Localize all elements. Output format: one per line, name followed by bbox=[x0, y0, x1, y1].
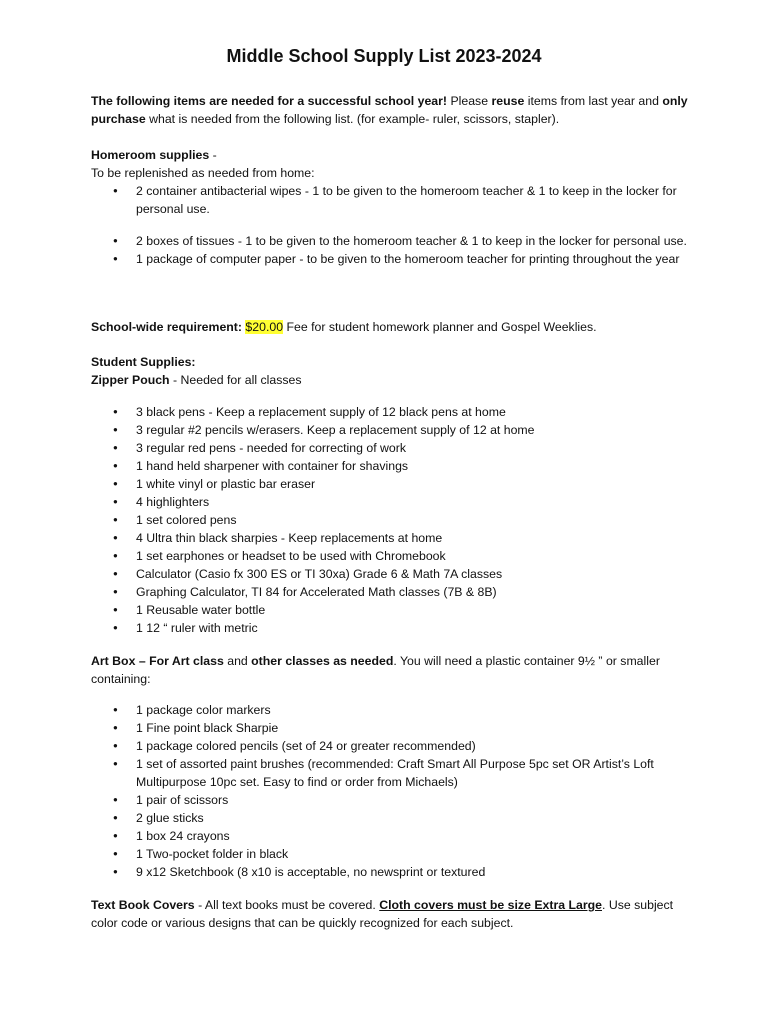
school-wide-requirement bbox=[91, 318, 691, 336]
school-wide-label: School-wide requirement: bbox=[91, 320, 242, 334]
list-item: ● 4 Ultra thin black sharpies - Keep replacements at home bbox=[91, 529, 691, 547]
list-item: ● 1 12 “ ruler with metric bbox=[91, 619, 691, 637]
art-box-label: Art Box – For Art class bbox=[91, 654, 224, 668]
student-supplies-heading: Student Supplies: bbox=[91, 355, 196, 369]
school-wide-text: Fee for student homework planner and Gospel Weeklies. bbox=[283, 320, 597, 334]
intro-bold-lead: The following items are needed for a successful school year! bbox=[91, 94, 448, 108]
list-item: ● 1 hand held sharpener with container for shavings bbox=[91, 457, 691, 475]
list-item: ● 1 Reusable water bottle bbox=[91, 601, 691, 619]
list-item: ● 1 white vinyl or plastic bar eraser bbox=[91, 475, 691, 493]
homeroom-heading-line bbox=[91, 146, 691, 164]
art-box-list bbox=[91, 701, 691, 881]
list-item: ● 1 Two-pocket folder in black bbox=[91, 845, 691, 863]
list-item: ● 1 pair of scissors bbox=[91, 791, 691, 809]
zipper-pouch-label: Zipper Pouch bbox=[91, 373, 170, 387]
list-item: ● 2 container antibacterial wipes - 1 to be given to the homeroom teacher & 1 to keep in the locker for personal use. bbox=[91, 182, 691, 218]
cloth-covers-requirement: Cloth covers must be size Extra Large bbox=[379, 898, 602, 912]
list-item: ● 1 box 24 crayons bbox=[91, 827, 691, 845]
list-item: ● 1 package colored pencils (set of 24 or greater recommended) bbox=[91, 737, 691, 755]
list-item: ● 3 regular red pens - needed for correcting of work bbox=[91, 439, 691, 457]
list-item: ● 1 set of assorted paint brushes (recommended: Craft Smart All Purpose 5pc set OR Artist’s Loft Multipurpose 10pc set. Easy to find or order from Michaels) bbox=[91, 755, 691, 791]
list-item: ● 3 regular #2 pencils w/erasers. Keep a replacement supply of 12 at home bbox=[91, 421, 691, 439]
list-item: ● 1 set colored pens bbox=[91, 511, 691, 529]
fee-amount-highlight: $20.00 bbox=[245, 320, 284, 334]
list-item: ● 1 package of computer paper - to be given to the homeroom teacher for printing throughout the year bbox=[91, 250, 691, 268]
art-box-paragraph bbox=[91, 652, 691, 688]
list-item: ● 9 x12 Sketchbook (8 x10 is acceptable, no newsprint or textured bbox=[91, 863, 691, 881]
intro-reuse: reuse bbox=[491, 94, 525, 108]
list-item: ● 1 package color markers bbox=[91, 701, 691, 719]
text-book-covers-text-2: . Use subject color code or various designs that can be quickly recognized for each subject. bbox=[91, 898, 674, 930]
text-book-covers-paragraph bbox=[91, 896, 691, 932]
text-book-covers-label: Text Book Covers bbox=[91, 898, 195, 912]
zipper-pouch-line bbox=[91, 371, 691, 389]
student-supplies-list bbox=[91, 403, 691, 637]
intro-only-purchase: only purchase bbox=[91, 94, 688, 126]
intro-text-1: Please bbox=[447, 94, 492, 108]
art-box-text-2: . You will need a plastic container 9½ ” or smaller containing: bbox=[91, 654, 660, 686]
list-item: ● Graphing Calculator, TI 84 for Accelerated Math classes (7B & 8B) bbox=[91, 583, 691, 601]
list-item: ● 4 highlighters bbox=[91, 493, 691, 511]
list-item: ● 2 boxes of tissues - 1 to be given to the homeroom teacher & 1 to keep in the locker for personal use. bbox=[91, 232, 691, 250]
homeroom-heading-suffix: - bbox=[209, 148, 217, 162]
list-item: ● Calculator (Casio fx 300 ES or TI 30xa) Grade 6 & Math 7A classes bbox=[91, 565, 691, 583]
list-item: ● 1 set earphones or headset to be used with Chromebook bbox=[91, 547, 691, 565]
list-item: ● 3 black pens - Keep a replacement supply of 12 black pens at home bbox=[91, 403, 691, 421]
homeroom-list bbox=[91, 182, 691, 268]
homeroom-heading: Homeroom supplies bbox=[91, 148, 210, 162]
art-box-label-2: other classes as needed bbox=[251, 654, 394, 668]
homeroom-subtext: To be replenished as needed from home: bbox=[91, 166, 315, 180]
art-box-text-1: and bbox=[223, 654, 252, 668]
text-book-covers-text-1: - All text books must be covered. bbox=[194, 898, 380, 912]
intro-text-3: what is needed from the following list. (for example- ruler, scissors, stapler). bbox=[145, 112, 560, 126]
intro-paragraph bbox=[91, 92, 691, 128]
zipper-pouch-text: - Needed for all classes bbox=[169, 373, 302, 387]
intro-text-2: items from last year and bbox=[524, 94, 663, 108]
list-item: ● 1 Fine point black Sharpie bbox=[91, 719, 691, 737]
list-item: ● 2 glue sticks bbox=[91, 809, 691, 827]
page-title: Middle School Supply List 2023-2024 bbox=[226, 46, 542, 66]
